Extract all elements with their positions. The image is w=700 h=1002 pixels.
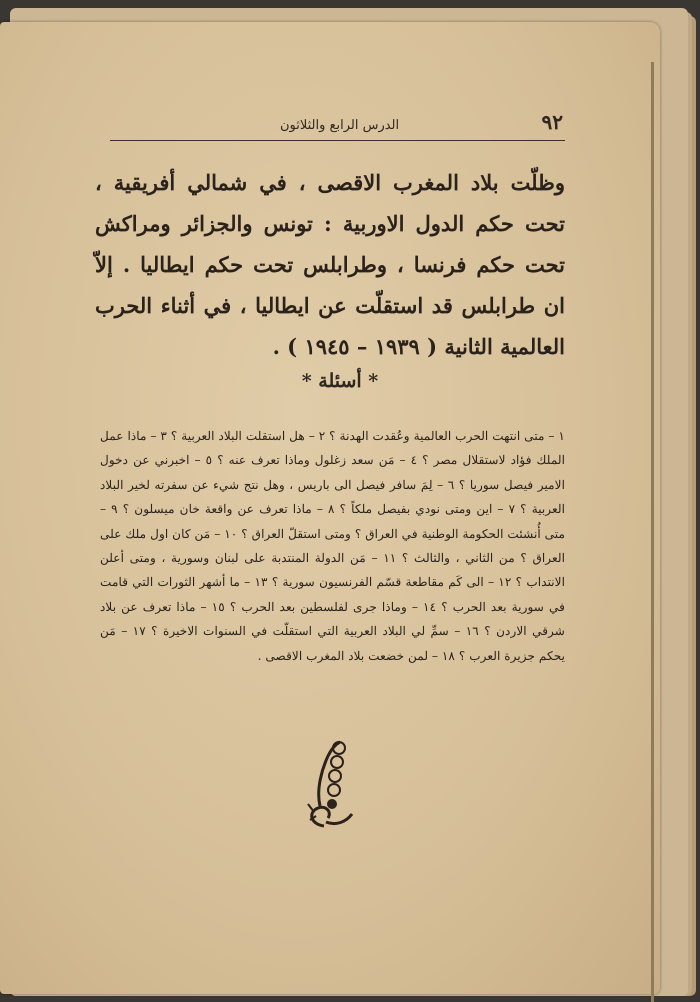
questions-heading: * أسئلة * [301, 370, 379, 392]
book-page [0, 22, 660, 994]
page-number: ٩٢ [541, 110, 563, 134]
lesson-paragraph: وظلّت بلاد المغرب الاقصى ، في شمالي أفريقية ، تحت حكم الدول الاوربية : تونس والجزائر ومراكش تحت حكم فرنسا ، وطرابلس تحت حكم ايطاليا . إلاّ ان طرابلس قد استقلّت عن ايطاليا ، في أثناء الحرب العالمية الثانية ( ١٩٣٩ – ١٩٤٥ ) . [95, 170, 565, 359]
lesson-title: الدرس الرابع والثلاثون [280, 118, 400, 133]
floral-ornament-icon [306, 734, 356, 834]
page-edge [651, 62, 654, 1002]
page-header [110, 110, 565, 141]
questions-list: ١ – متى انتهت الحرب العالمية وعُقدت الهدنة ؟ ٢ – هل استقلت البلاد العربية ؟ ٣ – ماذا عمل الملك فؤاد لاستقلال مصر ؟ ٤ – مَن سعد زغلول وماذا تعرف عنه ؟ ٥ – اخبرني عن دخول الامير فيصل سوريا ؟ ٦ – لِمَ سافر فيصل الى باريس ، وهل نتج شيء عن سفرته لخير البلاد العربية ؟ ٧ – اين ومتى نودي بفيصل ملكاً ؟ ٨ – ماذا تعرف عن واقعة خان ميسلون ؟ ٩ – متى أُنشئت الحكومة الوطنية في العراق ؟ ومتى استقلّ العراق ؟ ١٠ – مَن كان اول ملك على العراق ؟ من الثاني ، والثالث ؟ ١١ – مَن الدولة المنتدبة على لبنان وسورية ، ومتى أعلن الانتداب ؟ ١٢ – الى كَم مقاطعة قسّم الفرنسيون سورية ؟ ١٣ – ما أشهر الثورات التي قامت في سورية بعد الحرب ؟ ١٤ – وماذا جرى لفلسطين بعد الحرب ؟ ١٥ – ماذا تعرف عن بلاد شرقي الاردن ؟ ١٦ – سمِّ لي البلاد العربية التي استقلّت في السنوات الاخيرة ؟ ١٧ – مَن يحكم جزيرة العرب ؟ ١٨ – لمن خضعت بلاد المغرب الاقصى . [100, 429, 566, 663]
